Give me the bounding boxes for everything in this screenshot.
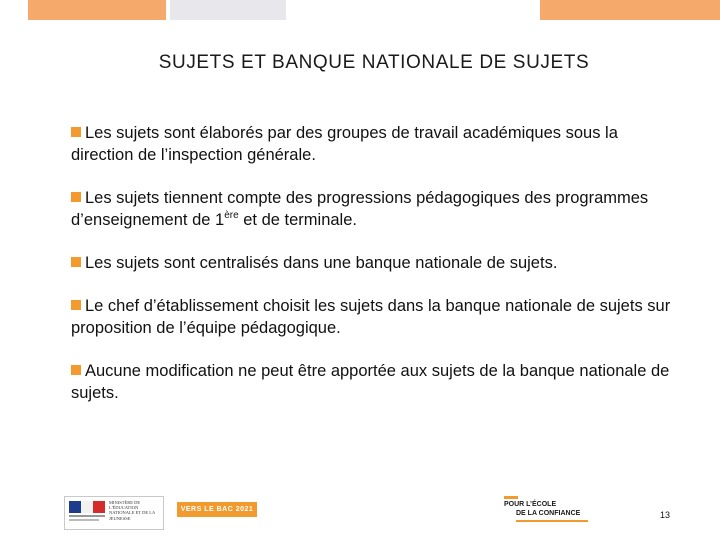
- ministry-logo-text: MINISTÈRE DE L'ÉDUCATION NATIONALE ET DE LA JEUNESSE: [109, 500, 156, 521]
- bullet-text-tail: et de terminale.: [238, 211, 357, 229]
- bullet-item: [71, 187, 681, 231]
- pour-ecole-confiance-logo: [502, 496, 592, 526]
- bullet-text: Les sujets sont élaborés par des groupes de travail académiques sous la direction de l’inspection générale.: [71, 124, 618, 164]
- bullet-square-icon: [71, 192, 81, 202]
- top-decor-bar-left: [28, 0, 166, 20]
- page-number: 13: [660, 510, 671, 520]
- bullet-item: [71, 360, 681, 404]
- bullet-list: [71, 122, 681, 425]
- bullet-item: [71, 295, 681, 339]
- bullet-item: [71, 252, 681, 274]
- marianne-flag-icon: [69, 501, 105, 523]
- bullet-square-icon: [71, 365, 81, 375]
- bullet-square-icon: [71, 257, 81, 267]
- ministry-logo: [64, 496, 164, 530]
- bullet-item: [71, 122, 681, 166]
- bac-2021-badge: VERS LE BAC 2021: [177, 502, 257, 517]
- logo-accent-mark: [504, 496, 518, 499]
- top-decor-bar-middle: [170, 0, 286, 20]
- logo-underline: [516, 520, 588, 522]
- bullet-square-icon: [71, 127, 81, 137]
- logo-line-2: DE LA CONFIANCE: [516, 510, 581, 517]
- bullet-text: Les sujets tiennent compte des progressions pédagogiques des programmes d’enseignement de 1: [71, 189, 649, 229]
- logo-line-1: POUR L’ÉCOLE: [504, 501, 557, 508]
- slide-title: SUJETS ET BANQUE NATIONALE DE SUJETS: [158, 52, 590, 73]
- top-decor-bar-right: [540, 0, 720, 20]
- bullet-text: Le chef d’établissement choisit les sujets dans la banque nationale de sujets sur proposition de l’équipe pédagogique.: [71, 297, 671, 337]
- bullet-text: Aucune modification ne peut être apportée aux sujets de la banque nationale de sujets.: [71, 362, 670, 402]
- superscript-ordinal: ère: [224, 210, 239, 221]
- bullet-square-icon: [71, 300, 81, 310]
- bullet-text: Les sujets sont centralisés dans une banque nationale de sujets.: [85, 254, 558, 272]
